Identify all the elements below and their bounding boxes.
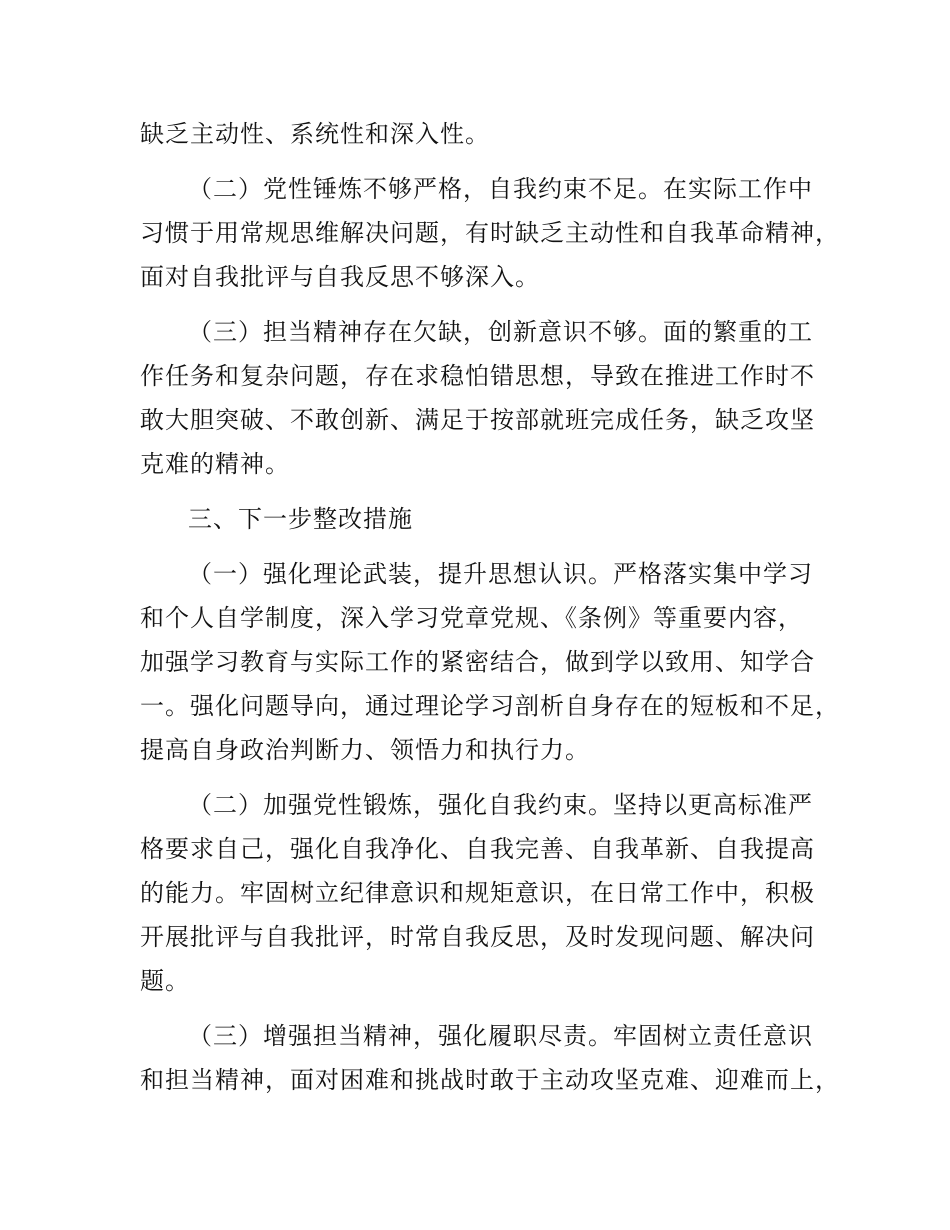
text-line: 克难的精神。 [140, 450, 290, 478]
paragraph-theory-measure [140, 552, 840, 772]
text-line: 格要求自己，强化自我净化、自我完善、自我革新、自我提高 [140, 835, 815, 863]
text-line: 缺乏主动性、系统性和深入性。 [140, 120, 490, 148]
text-line: （二）党性锤炼不够严格，自我约束不足。在实际工作中 [188, 175, 813, 203]
text-line: 开展批评与自我批评，时常自我反思，及时发现问题、解决问 [140, 923, 815, 951]
section-heading-rectification [140, 497, 830, 541]
text-line: 加强学习教育与实际工作的紧密结合，做到学以致用、知学合 [140, 648, 815, 676]
paragraph-responsibility-issue [140, 310, 830, 486]
paragraph-responsibility-measure [140, 1014, 840, 1102]
section-heading: 三、下一步整改措施 [188, 505, 413, 533]
text-line: 和个人自学制度，深入学习党章党规、《条例》等重要内容， [140, 604, 803, 632]
text-line: 一。强化问题导向，通过理论学习剖析自身存在的短板和不足， [140, 692, 840, 720]
paragraph-party-spirit-measure [140, 783, 830, 1003]
text-line: （三）增强担当精神，强化履职尽责。牢固树立责任意识 [188, 1022, 813, 1050]
paragraph-continuation [140, 112, 830, 156]
text-line: 题。 [140, 967, 190, 995]
text-line: 和担当精神，面对困难和挑战时敢于主动攻坚克难、迎难而上， [140, 1066, 840, 1094]
text-line: 的能力。牢固树立纪律意识和规矩意识，在日常工作中，积极 [140, 879, 815, 907]
text-line: 面对自我批评与自我反思不够深入。 [140, 263, 540, 291]
text-line: 提高自身政治判断力、领悟力和执行力。 [140, 736, 590, 764]
text-line: （一）强化理论武装，提升思想认识。严格落实集中学习 [188, 560, 813, 588]
text-line: 习惯于用常规思维解决问题，有时缺乏主动性和自我革命精神， [140, 219, 840, 247]
text-line: 作任务和复杂问题，存在求稳怕错思想，导致在推进工作时不 [140, 362, 815, 390]
text-line: （三）担当精神存在欠缺，创新意识不够。面的繁重的工 [188, 318, 813, 346]
text-line: 敢大胆突破、不敢创新、满足于按部就班完成任务，缺乏攻坚 [140, 406, 815, 434]
paragraph-party-spirit-issue [140, 167, 840, 299]
text-line: （二）加强党性锻炼，强化自我约束。坚持以更高标准严 [188, 791, 813, 819]
document-body [140, 112, 840, 1113]
